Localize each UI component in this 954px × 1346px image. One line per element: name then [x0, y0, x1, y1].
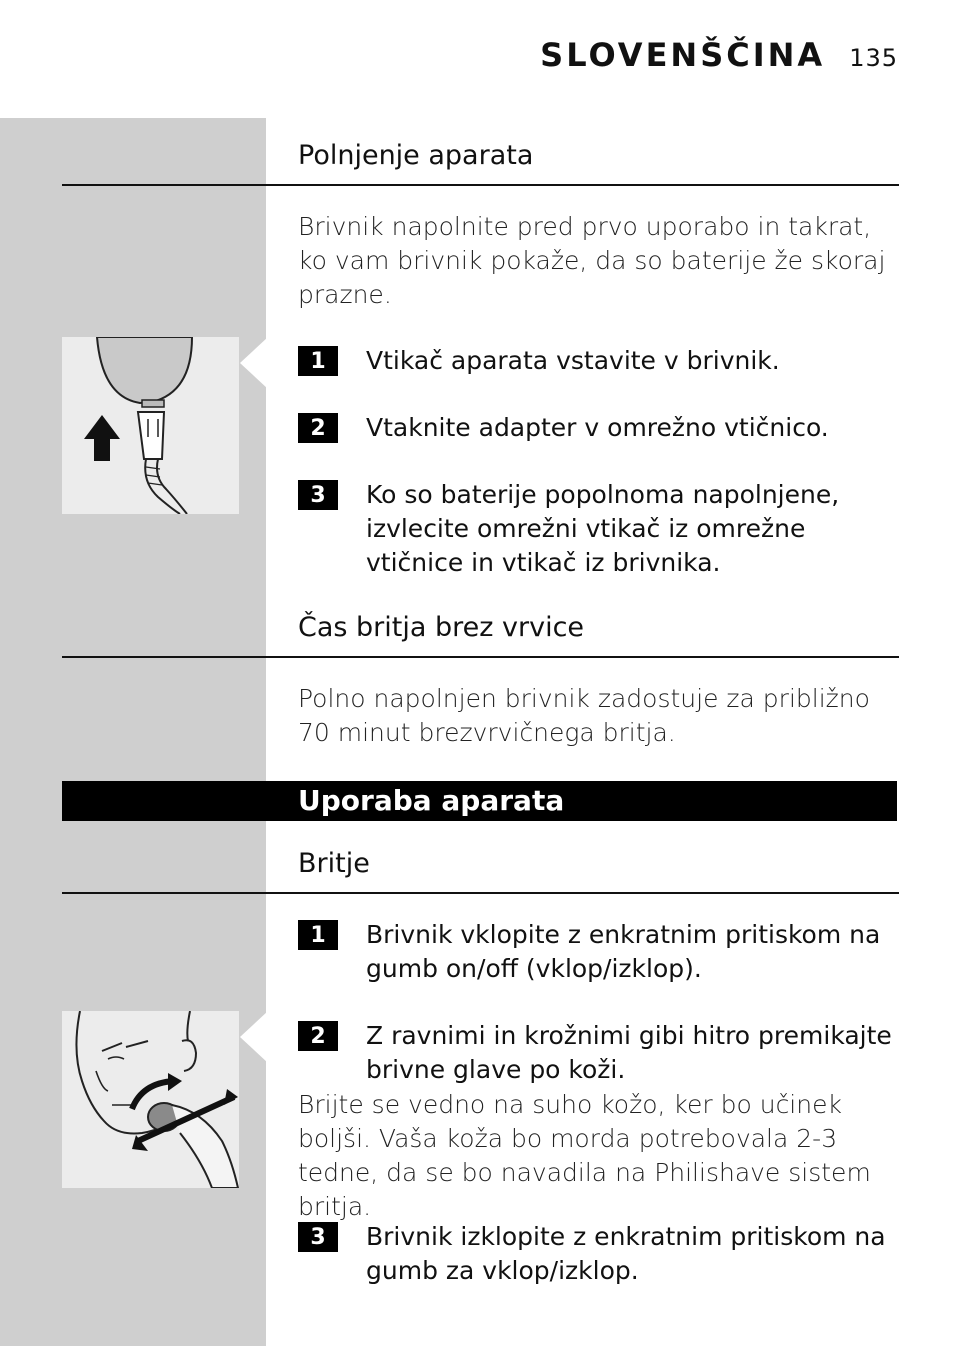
shaving-step-3 — [298, 1222, 898, 1288]
step-number: 1 — [298, 346, 338, 376]
heading-rule — [62, 184, 899, 186]
step-text: Brivnik vklopite z enkratnim pritiskom na gumb on/off (vklop/izklop). — [366, 920, 881, 983]
step-number: 2 — [298, 1021, 338, 1051]
cordless-text: Polno napolnjen brivnik zadostuje za približno 70 minut brezvrvičnega britja. — [298, 684, 870, 747]
charging-step-3 — [298, 480, 898, 580]
charging-step-2 — [298, 413, 898, 445]
page-number: 135 — [849, 44, 898, 72]
step-text: Vtaknite adapter v omrežno vtičnico. — [366, 413, 829, 442]
shaver-plug-illustration — [62, 337, 239, 514]
illustration-pointer — [240, 1011, 268, 1063]
section-title: Uporaba aparata — [298, 784, 565, 817]
shaving-note: Brijte se vedno na suho kožo, ker bo učinek boljši. Vaša koža bo morda potrebovala 2-3 tedne, da se bo navadila na Philishave sistem britja. — [298, 1090, 871, 1221]
charging-step-1 — [298, 346, 898, 378]
shaving-heading: Britje — [298, 848, 370, 879]
shaving-illustration — [62, 1011, 239, 1188]
step-text: Brivnik izklopite z enkratnim pritiskom na gumb za vklop/izklop. — [366, 1222, 886, 1285]
step-number: 1 — [298, 920, 338, 950]
illustration-pointer — [240, 337, 268, 389]
face-shaving-illustration — [62, 1011, 239, 1188]
step-number: 2 — [298, 413, 338, 443]
step-text: Ko so baterije popolnoma napolnjene, izvlecite omrežni vtikač iz omrežne vtičnice in vtikač iz brivnika. — [366, 480, 840, 577]
step-text: Z ravnimi in krožnimi gibi hitro premikajte brivne glave po koži. — [366, 1021, 892, 1084]
heading-rule — [62, 656, 899, 658]
cordless-heading: Čas britja brez vrvice — [298, 612, 585, 643]
charging-illustration — [62, 337, 239, 514]
charging-intro: Brivnik napolnite pred prvo uporabo in takrat, ko vam brivnik pokaže, da so baterije že skoraj prazne. — [298, 212, 886, 309]
section-bar — [62, 781, 897, 821]
shaving-step-1 — [298, 920, 898, 986]
shaving-step-2 — [298, 1021, 898, 1087]
page-header — [540, 36, 898, 74]
heading-rule — [62, 892, 899, 894]
language-title: SLOVENŠČINA — [540, 36, 826, 74]
step-number: 3 — [298, 1222, 338, 1252]
charging-heading: Polnjenje aparata — [298, 140, 534, 171]
step-text: Vtikač aparata vstavite v brivnik. — [366, 346, 780, 375]
step-number: 3 — [298, 480, 338, 510]
